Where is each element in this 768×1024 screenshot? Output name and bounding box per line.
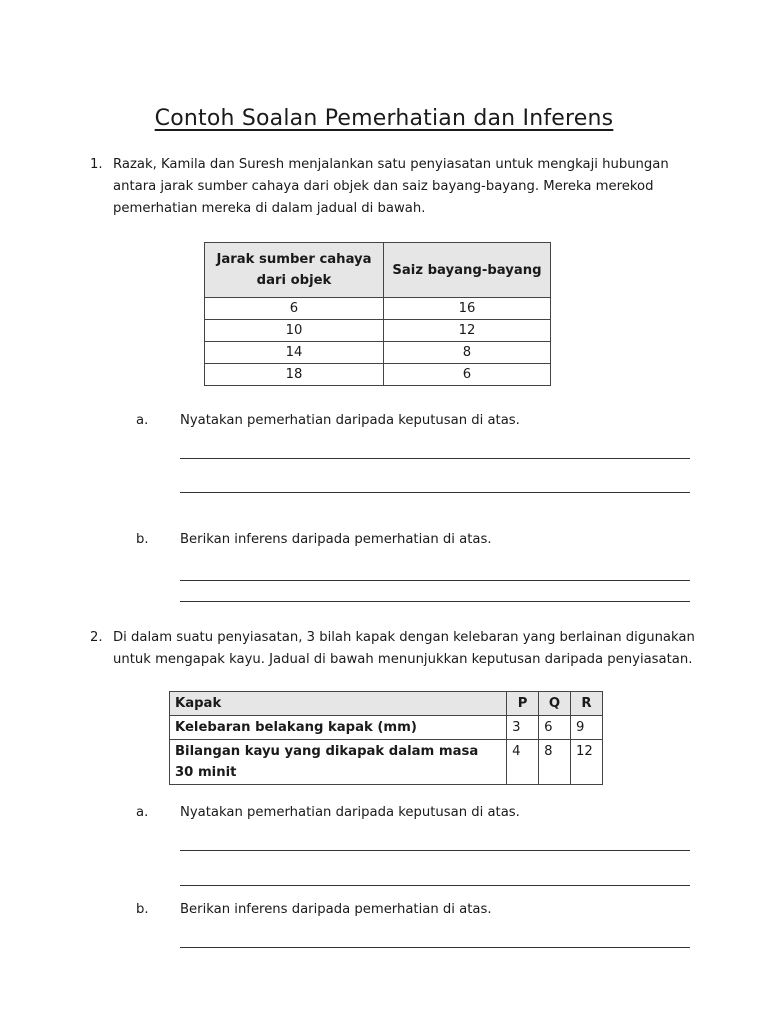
question-2-line: untuk mengapak kayu. Jadual di bawah menunjukkan keputusan daripada penyiasatan. xyxy=(113,652,693,667)
table-cell: 12 xyxy=(384,320,551,342)
table-cell: 3 xyxy=(507,716,539,740)
answer-line[interactable] xyxy=(180,458,690,459)
question-2a-letter: a. xyxy=(136,805,149,820)
table-header-distance: Jarak sumber cahaya dari objek xyxy=(205,243,384,298)
table-header-r: R xyxy=(571,692,603,716)
table-cell: 6 xyxy=(384,364,551,386)
table-cell: 14 xyxy=(205,342,384,364)
table-cell: 4 xyxy=(507,740,539,785)
answer-line[interactable] xyxy=(180,850,690,851)
table-row-label: Bilangan kayu yang dikapak dalam masa 30 minit xyxy=(170,740,507,785)
question-1a-letter: a. xyxy=(136,413,149,428)
question-1-table xyxy=(204,242,551,386)
table-row xyxy=(170,740,603,785)
table-row-label: Kelebaran belakang kapak (mm) xyxy=(170,716,507,740)
table-row xyxy=(205,364,551,386)
table-row xyxy=(205,342,551,364)
answer-line[interactable] xyxy=(180,580,690,581)
table-cell: 8 xyxy=(384,342,551,364)
table-row xyxy=(205,320,551,342)
answer-line[interactable] xyxy=(180,601,690,602)
table-row xyxy=(170,716,603,740)
table-cell: 10 xyxy=(205,320,384,342)
table-cell: 12 xyxy=(571,740,603,785)
question-2a-text: Nyatakan pemerhatian daripada keputusan di atas. xyxy=(180,805,520,820)
table-header-q: Q xyxy=(539,692,571,716)
question-1b-letter: b. xyxy=(136,532,149,547)
question-1-line: Razak, Kamila dan Suresh menjalankan satu penyiasatan untuk mengkaji hubungan xyxy=(113,157,669,172)
page-title: Contoh Soalan Pemerhatian dan Inferens xyxy=(154,106,614,131)
table-cell: 6 xyxy=(205,298,384,320)
question-1a-text: Nyatakan pemerhatian daripada keputusan di atas. xyxy=(180,413,520,428)
table-header-row xyxy=(170,692,603,716)
question-1b-text: Berikan inferens daripada pemerhatian di atas. xyxy=(180,532,492,547)
table-header-axe: Kapak xyxy=(170,692,507,716)
question-2-text xyxy=(113,627,733,671)
table-header-p: P xyxy=(507,692,539,716)
question-2-number: 2. xyxy=(90,630,103,645)
question-2b-text: Berikan inferens daripada pemerhatian di atas. xyxy=(180,902,492,917)
question-2-table xyxy=(169,691,603,785)
table-cell: 6 xyxy=(539,716,571,740)
table-cell: 8 xyxy=(539,740,571,785)
answer-line[interactable] xyxy=(180,947,690,948)
table-header-shadow-size: Saiz bayang-bayang xyxy=(384,243,551,298)
question-1-number: 1. xyxy=(90,157,103,172)
table-row xyxy=(205,298,551,320)
question-2-line: Di dalam suatu penyiasatan, 3 bilah kapak dengan kelebaran yang berlainan digunakan xyxy=(113,630,695,645)
question-2b-letter: b. xyxy=(136,902,149,917)
table-header-row xyxy=(205,243,551,298)
question-1-text xyxy=(113,154,713,220)
answer-line[interactable] xyxy=(180,885,690,886)
answer-line[interactable] xyxy=(180,492,690,493)
question-1-line: pemerhatian mereka di dalam jadual di bawah. xyxy=(113,201,426,216)
question-1-line: antara jarak sumber cahaya dari objek dan saiz bayang-bayang. Mereka merekod xyxy=(113,179,654,194)
table-cell: 16 xyxy=(384,298,551,320)
table-cell: 9 xyxy=(571,716,603,740)
table-cell: 18 xyxy=(205,364,384,386)
